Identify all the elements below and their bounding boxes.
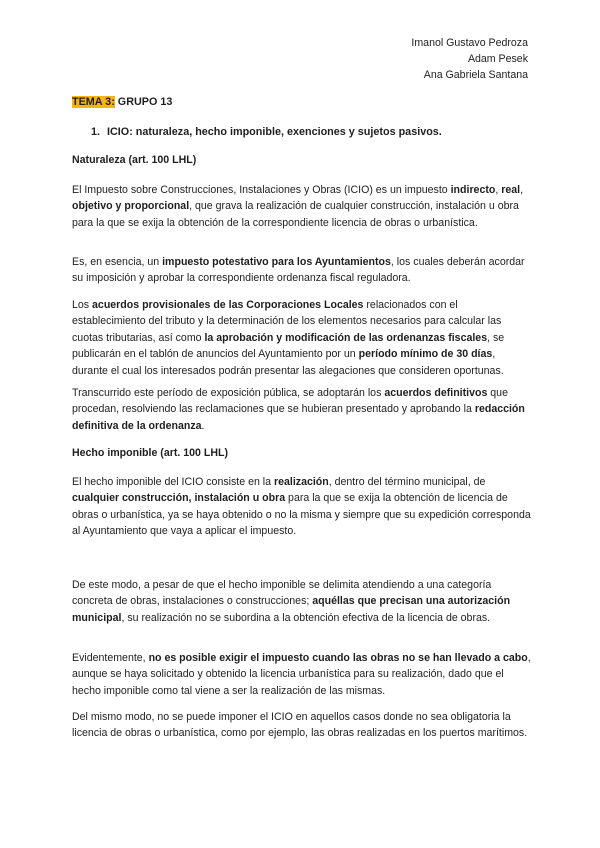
author-list [411, 35, 528, 84]
bold-run: redacción definitiva de la ordenanza [72, 403, 525, 432]
bold-run: indirecto [450, 184, 496, 196]
tema-group: GRUPO 13 [117, 96, 173, 108]
section-title-text: ICIO: naturaleza, hecho imponible, exenciones y sujetos pasivos. [107, 126, 442, 138]
bold-run: no es posible exigir el impuesto cuando las obras no se han llevado a cabo [148, 652, 528, 664]
text-run: , los cuales deberán acordar su imposición y aprobar la correspondiente ordenanza fiscal reguladora. [72, 256, 525, 285]
author-name: Imanol Gustavo Pedroza [411, 37, 528, 49]
bold-run: acuerdos provisionales de las Corporaciones Locales [92, 299, 364, 311]
bold-run: período mínimo de 30 días [358, 348, 493, 361]
text-run: Del mismo modo, no se puede imponer el ICIO en aquellos casos donde no sea obligatoria la licencia de obras o urbanística, como por ejemplo, las obras realizadas en los puertos marítimos. [72, 711, 528, 740]
naturaleza-heading: Naturaleza (art. 100 LHL) [72, 154, 197, 166]
author-name: Ana Gabriela Santana [423, 69, 528, 82]
hecho-paragraph-3 [72, 650, 534, 699]
text-run: , que grava la realización de cualquier construcción, instalación u obra para la que se exija la obtención de la correspondiente licencia de obras o urbanística. [72, 200, 519, 229]
text-run: El Impuesto sobre Construcciones, Instalaciones y Obras (ICIO) es un impuesto [72, 184, 451, 196]
text-run: Evidentemente, [72, 652, 149, 664]
text-run: Es, en esencia, un [72, 256, 163, 268]
bold-run: cualquier construcción, instalación u obra [72, 492, 286, 505]
bold-run: real [501, 184, 521, 196]
text-run: Transcurrido este período de exposición pública, se adoptarán los [72, 387, 385, 399]
bold-run: aquéllas que precisan una autorización municipal [72, 595, 511, 624]
text-run: para la que se exija la obtención de licencia de obras o urbanística, ya se haya obtenido o no la misma y siempre que su expedición corresponda al Ayuntamiento que vaya a aplicar el impuesto. [72, 492, 531, 538]
text-run: , dentro del término municipal, de [328, 476, 486, 488]
text-run: relacionados con el establecimiento del tributo y la determinación de los elementos necesarios para calcular las cuotas tributarias, así como [72, 299, 502, 344]
naturaleza-paragraph-4 [72, 385, 534, 434]
text-run: , su realización no se subordina a la obtención efectiva de la licencia de obras. [121, 611, 491, 624]
bold-run: acuerdos definitivos [384, 387, 488, 399]
section-title [91, 124, 442, 140]
text-run: , [495, 184, 502, 196]
section-number: 1. [91, 126, 101, 138]
text-run: , durante el cual los interesados podrán presentar las alegaciones que consideren oportunas. [72, 348, 504, 377]
hecho-paragraph-1 [72, 474, 534, 540]
bold-run: la aprobación y modificación de las ordenanzas fiscales [204, 331, 488, 344]
bold-run: objetivo y proporcional [72, 200, 190, 213]
text-run: . [201, 419, 205, 432]
bold-run: realización [273, 476, 329, 488]
tema-title [72, 96, 172, 108]
tema-label: TEMA 3: [72, 96, 115, 108]
naturaleza-paragraph-3 [72, 297, 534, 379]
bold-run: impuesto potestativo para los Ayuntamientos [162, 256, 391, 268]
text-run: De este modo, a pesar de que el hecho imponible se delimita atendiendo a una categoría concreta de obras, instalaciones o construcciones; [72, 579, 492, 608]
hecho-paragraph-2 [72, 577, 534, 626]
naturaleza-paragraph-2 [72, 254, 534, 287]
hecho-heading: Hecho imponible (art. 100 LHL) [72, 447, 228, 459]
naturaleza-paragraph-1 [72, 182, 534, 231]
text-run: Los [72, 299, 93, 311]
text-run: , [520, 184, 524, 196]
text-run: El hecho imponible del ICIO consiste en la [72, 476, 274, 488]
text-run: , se publicarán en el tablón de anuncios del Ayuntamiento por un [72, 331, 505, 361]
hecho-paragraph-4 [72, 709, 534, 742]
author-name: Adam Pesek [467, 53, 528, 66]
text-run: , aunque se haya solicitado y obtenido la licencia urbanística para su realización, dado que el hecho imponible como tal viene a ser la realización de las mismas. [72, 652, 531, 697]
text-run: que procedan, resolviendo las reclamaciones que se hubieran presentado y aprobando la [72, 387, 508, 416]
